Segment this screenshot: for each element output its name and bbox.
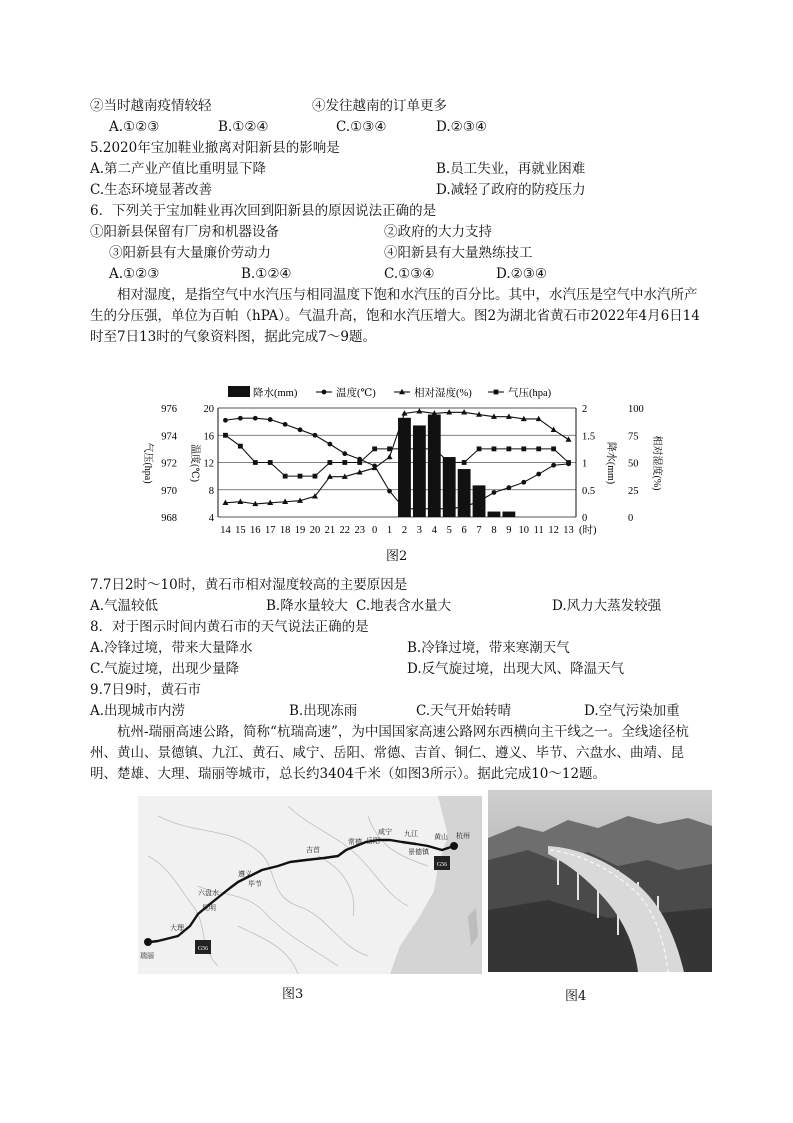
humidity-tick-label: 0 bbox=[628, 513, 634, 524]
city-label: 昆明 bbox=[202, 904, 216, 912]
legend-pressure-marker bbox=[494, 390, 499, 395]
q7-option-d: D.风力大蒸发较强 bbox=[552, 598, 662, 614]
x-tick-label: 6 bbox=[461, 525, 467, 536]
city-label: 大理 bbox=[170, 924, 184, 932]
temperature-point bbox=[268, 417, 273, 422]
x-tick-label: 22 bbox=[339, 525, 351, 536]
x-tick-label: 20 bbox=[309, 525, 321, 536]
q5-stem: 5.2020年宝加鞋业撤离对阳新县的影响是 bbox=[90, 140, 340, 156]
q6-statement-1: ①阳新县保留有厂房和机器设备 bbox=[90, 224, 279, 240]
pressure-point bbox=[357, 460, 362, 465]
precipitation-bar bbox=[398, 418, 411, 517]
shield-label-west: G56 bbox=[197, 946, 209, 952]
pressure-line bbox=[225, 435, 568, 476]
temperature-point bbox=[521, 480, 526, 485]
q8-option-d: D.反气旋过境，出现大风、降温天气 bbox=[407, 661, 625, 677]
humidity-tick-label: 75 bbox=[628, 431, 639, 443]
pressure-point bbox=[492, 446, 497, 451]
temperature-point bbox=[313, 433, 318, 438]
temperature-tick-label: 16 bbox=[203, 431, 214, 443]
x-tick-label: 15 bbox=[235, 525, 246, 536]
q7-option-b: B.降水量较大 bbox=[266, 598, 348, 614]
temperature-point bbox=[536, 472, 541, 477]
city-label: 黄山 bbox=[434, 833, 448, 841]
precipitation-bar bbox=[502, 512, 515, 517]
city-label: 遵义 bbox=[238, 870, 252, 878]
precipitation-tick-label: 0 bbox=[582, 513, 588, 524]
q5-option-c: C.生态环境显著改善 bbox=[90, 182, 213, 198]
figure-3-caption: 图3 bbox=[282, 987, 304, 1002]
pressure-point bbox=[387, 446, 392, 451]
q4-option-a: A.①②③ bbox=[109, 119, 160, 135]
q6-option-b: B.①②④ bbox=[241, 266, 292, 282]
x-tick-label: 2 bbox=[401, 525, 408, 536]
q7-stem: 7.7日2时～10时，黄石市相对湿度较高的主要原因是 bbox=[90, 577, 408, 593]
precipitation-axis-title: 降水(mm) bbox=[605, 441, 616, 485]
temperature-point bbox=[283, 422, 288, 427]
q8-option-c: C.气旋过境，出现少量降 bbox=[90, 661, 240, 677]
x-tick-label: 13 bbox=[563, 525, 574, 536]
x-tick-label: 18 bbox=[279, 525, 291, 536]
pressure-point bbox=[342, 460, 347, 465]
pressure-point bbox=[477, 446, 482, 451]
temperature-line bbox=[225, 418, 568, 509]
city-label: 毕节 bbox=[248, 880, 262, 888]
temperature-point bbox=[432, 506, 437, 511]
pressure-point bbox=[223, 433, 228, 438]
pressure-point bbox=[372, 446, 377, 451]
precipitation-tick-label: 2 bbox=[582, 404, 588, 415]
pressure-point bbox=[283, 474, 288, 479]
x-tick-label: 5 bbox=[446, 525, 452, 536]
humidity-point bbox=[237, 499, 243, 504]
q5-option-d: D.减轻了政府的防疫压力 bbox=[436, 182, 586, 198]
q6-option-a: A.①②③ bbox=[109, 266, 160, 282]
end-marker bbox=[144, 938, 152, 946]
humidity-point bbox=[551, 427, 557, 432]
legend-bar-swatch bbox=[228, 386, 250, 397]
city-label: 景德镇 bbox=[408, 848, 429, 856]
q9-stem: 9.7日9时，黄石市 bbox=[90, 682, 202, 698]
temperature-tick-label: 8 bbox=[208, 485, 214, 497]
q9-option-a: A.出现城市内涝 bbox=[90, 703, 186, 719]
precipitation-tick-label: 0.5 bbox=[582, 485, 596, 497]
temperature-point bbox=[387, 489, 392, 494]
temperature-point bbox=[477, 499, 482, 504]
humidity-tick-label: 50 bbox=[628, 458, 639, 470]
city-label: 吉首 bbox=[306, 846, 320, 854]
temperature-point bbox=[223, 418, 228, 423]
pressure-tick-label: 970 bbox=[161, 485, 177, 497]
q6-statement-4: ④阳新县有大量熟练技工 bbox=[384, 245, 533, 261]
pressure-point bbox=[506, 446, 511, 451]
q7-option-c: C.地表含水量大 bbox=[356, 598, 452, 614]
pressure-point bbox=[566, 460, 571, 465]
city-label: 咸宁 bbox=[378, 828, 392, 836]
x-tick-label: 19 bbox=[294, 525, 306, 536]
pressure-point bbox=[238, 444, 243, 449]
x-tick-label: 16 bbox=[250, 525, 261, 536]
q6-statement-3: ③阳新县有大量廉价劳动力 bbox=[109, 245, 271, 261]
pressure-point bbox=[447, 460, 452, 465]
q4-option-d: D.②③④ bbox=[436, 119, 487, 135]
pressure-axis-title: 气压(hpa) bbox=[142, 442, 153, 484]
pressure-point bbox=[521, 446, 526, 451]
pressure-point bbox=[551, 446, 556, 451]
pressure-tick-label: 968 bbox=[161, 513, 177, 524]
temperature-point bbox=[342, 451, 347, 456]
x-tick-label: 21 bbox=[324, 525, 336, 536]
temperature-axis-title: 温度(℃) bbox=[189, 444, 200, 482]
humidity-tick-label: 25 bbox=[628, 485, 639, 497]
pressure-tick-label: 976 bbox=[161, 404, 177, 415]
legend-temp-marker bbox=[322, 390, 327, 395]
x-tick-label: 14 bbox=[220, 525, 231, 536]
humidity-point bbox=[416, 408, 422, 413]
city-label: 常德 bbox=[348, 838, 362, 846]
temperature-point bbox=[447, 506, 452, 511]
series-lines bbox=[222, 408, 571, 511]
temperature-point bbox=[253, 416, 258, 421]
city-label: 瑞丽 bbox=[140, 952, 154, 960]
q8-option-a: A.冷锋过境，带来大量降水 bbox=[90, 640, 253, 656]
q4-statement-4: ④发往越南的订单更多 bbox=[312, 98, 447, 114]
pressure-point bbox=[417, 446, 422, 451]
temperature-point bbox=[551, 463, 556, 468]
intro-paragraph-2: 杭州-瑞丽高速公路，简称“杭瑞高速”，为中国国家高速公路网东西横向主干线之一。全线途径杭州、黄山、景德镇、九江、黄石、咸宁、岳阳、常德、吉首、铜仁、遵义、毕节、六盘水、曲靖、昆明、楚雄、大理、瑞丽等城市，总长约3404千米（如图3所示）。据此完成10～12题。 bbox=[90, 724, 689, 782]
temperature-point bbox=[492, 490, 497, 495]
pressure-point bbox=[402, 446, 407, 451]
precipitation-bar bbox=[488, 512, 501, 517]
x-tick-label: 3 bbox=[416, 525, 422, 536]
precipitation-tick-label: 1 bbox=[582, 458, 588, 470]
q8-option-b: B.冷锋过境，带来寒潮天气 bbox=[407, 640, 570, 656]
chart-legend bbox=[228, 386, 552, 399]
q5-option-a: A.第二产业产值比重明显下降 bbox=[90, 161, 267, 177]
q7-option-a: A.气温较低 bbox=[90, 598, 159, 614]
humidity-tick-label: 100 bbox=[628, 404, 644, 415]
pressure-tick-label: 974 bbox=[161, 431, 177, 443]
intro-paragraph-1: 相对湿度，是指空气中水汽压与相同温度下饱和水汽压的百分比。其中，水汽压是空气中水汽所产生的分压强，单位为百帕（hPA）。气温升高，饱和水汽压增大。图2为湖北省黄石市2022年4月6日14时至7日13时的气象资料图，据此完成7～9题。 bbox=[90, 287, 700, 345]
temperature-point bbox=[327, 442, 332, 447]
q6-stem: 6．下列关于宝加鞋业再次回到阳新县的原因说法正确的是 bbox=[90, 203, 437, 219]
temperature-point bbox=[298, 427, 303, 432]
pressure-point bbox=[298, 474, 303, 479]
x-tick-label: 8 bbox=[491, 525, 497, 536]
start-marker bbox=[450, 842, 458, 850]
precipitation-bar bbox=[413, 425, 426, 517]
x-tick-label: 1 bbox=[386, 525, 393, 536]
pressure-point bbox=[268, 460, 273, 465]
q8-stem: 8．对于图示时间内黄石市的天气说法正确的是 bbox=[90, 619, 369, 635]
pressure-point bbox=[313, 474, 318, 479]
temperature-point bbox=[402, 506, 407, 511]
pressure-point bbox=[536, 446, 541, 451]
q4-option-b: B.①②④ bbox=[218, 119, 269, 135]
figure-4-caption: 图4 bbox=[565, 989, 587, 1004]
legend-label-humidity: 相对湿度(%) bbox=[414, 388, 472, 399]
x-tick-label: 23 bbox=[354, 525, 365, 536]
x-tick-label: 12 bbox=[548, 525, 559, 536]
pressure-point bbox=[432, 446, 437, 451]
pressure-point bbox=[327, 460, 332, 465]
city-label: 六盘水 bbox=[198, 889, 219, 897]
legend-label-temperature: 温度(℃) bbox=[336, 388, 376, 399]
x-tick-label: 11 bbox=[533, 525, 544, 536]
legend-label-pressure: 气压(hpa) bbox=[508, 388, 552, 399]
q4-option-c: C.①③④ bbox=[336, 119, 387, 135]
g56-shield-west bbox=[195, 940, 211, 954]
q6-option-d: D.②③④ bbox=[496, 266, 547, 282]
humidity-point bbox=[566, 436, 572, 441]
legend-label-precipitation: 降水(mm) bbox=[253, 388, 298, 399]
temperature-point bbox=[238, 416, 243, 421]
precipitation-bar bbox=[458, 469, 471, 517]
q4-statement-2: ②当时越南疫情较轻 bbox=[90, 98, 212, 114]
city-label: 岳阳 bbox=[366, 837, 380, 845]
temperature-point bbox=[462, 504, 467, 509]
q5-option-b: B.员工失业，再就业困难 bbox=[436, 161, 586, 177]
city-label: 杭州 bbox=[456, 832, 470, 840]
temperature-tick-label: 20 bbox=[203, 404, 214, 415]
x-axis-unit: (时) bbox=[579, 525, 597, 536]
pressure-point bbox=[462, 460, 467, 465]
weather-chart bbox=[130, 378, 670, 538]
x-tick-label: 4 bbox=[431, 525, 437, 536]
x-tick-label: 0 bbox=[372, 525, 378, 536]
viaduct-photo bbox=[488, 790, 712, 972]
q9-option-c: C.天气开始转晴 bbox=[416, 703, 512, 719]
q9-option-b: B.出现冻雨 bbox=[289, 703, 358, 719]
pressure-point bbox=[253, 460, 258, 465]
pressure-tick-label: 972 bbox=[161, 458, 177, 470]
x-tick-label: 7 bbox=[476, 525, 482, 536]
x-tick-label: 10 bbox=[518, 525, 530, 536]
q9-option-d: D.空气污染加重 bbox=[584, 703, 680, 719]
route-map bbox=[138, 796, 482, 974]
temperature-tick-label: 12 bbox=[203, 458, 214, 470]
humidity-point bbox=[387, 454, 393, 459]
figure-2-caption: 图2 bbox=[386, 549, 408, 564]
temperature-point bbox=[417, 506, 422, 511]
humidity-axis-title: 相对湿度(%) bbox=[651, 435, 662, 491]
temperature-tick-label: 4 bbox=[208, 513, 214, 524]
q6-option-c: C.①③④ bbox=[384, 266, 435, 282]
g56-shield-east bbox=[434, 856, 450, 870]
x-tick-label: 9 bbox=[506, 525, 512, 536]
precipitation-bar bbox=[428, 415, 441, 517]
shield-label-east: G56 bbox=[436, 862, 448, 868]
temperature-point bbox=[506, 485, 511, 490]
precipitation-tick-label: 1.5 bbox=[582, 431, 596, 443]
precipitation-bars bbox=[398, 415, 515, 517]
x-tick-label: 17 bbox=[264, 525, 276, 536]
city-label: 九江 bbox=[404, 830, 418, 838]
q6-statement-2: ②政府的大力支持 bbox=[384, 224, 492, 240]
